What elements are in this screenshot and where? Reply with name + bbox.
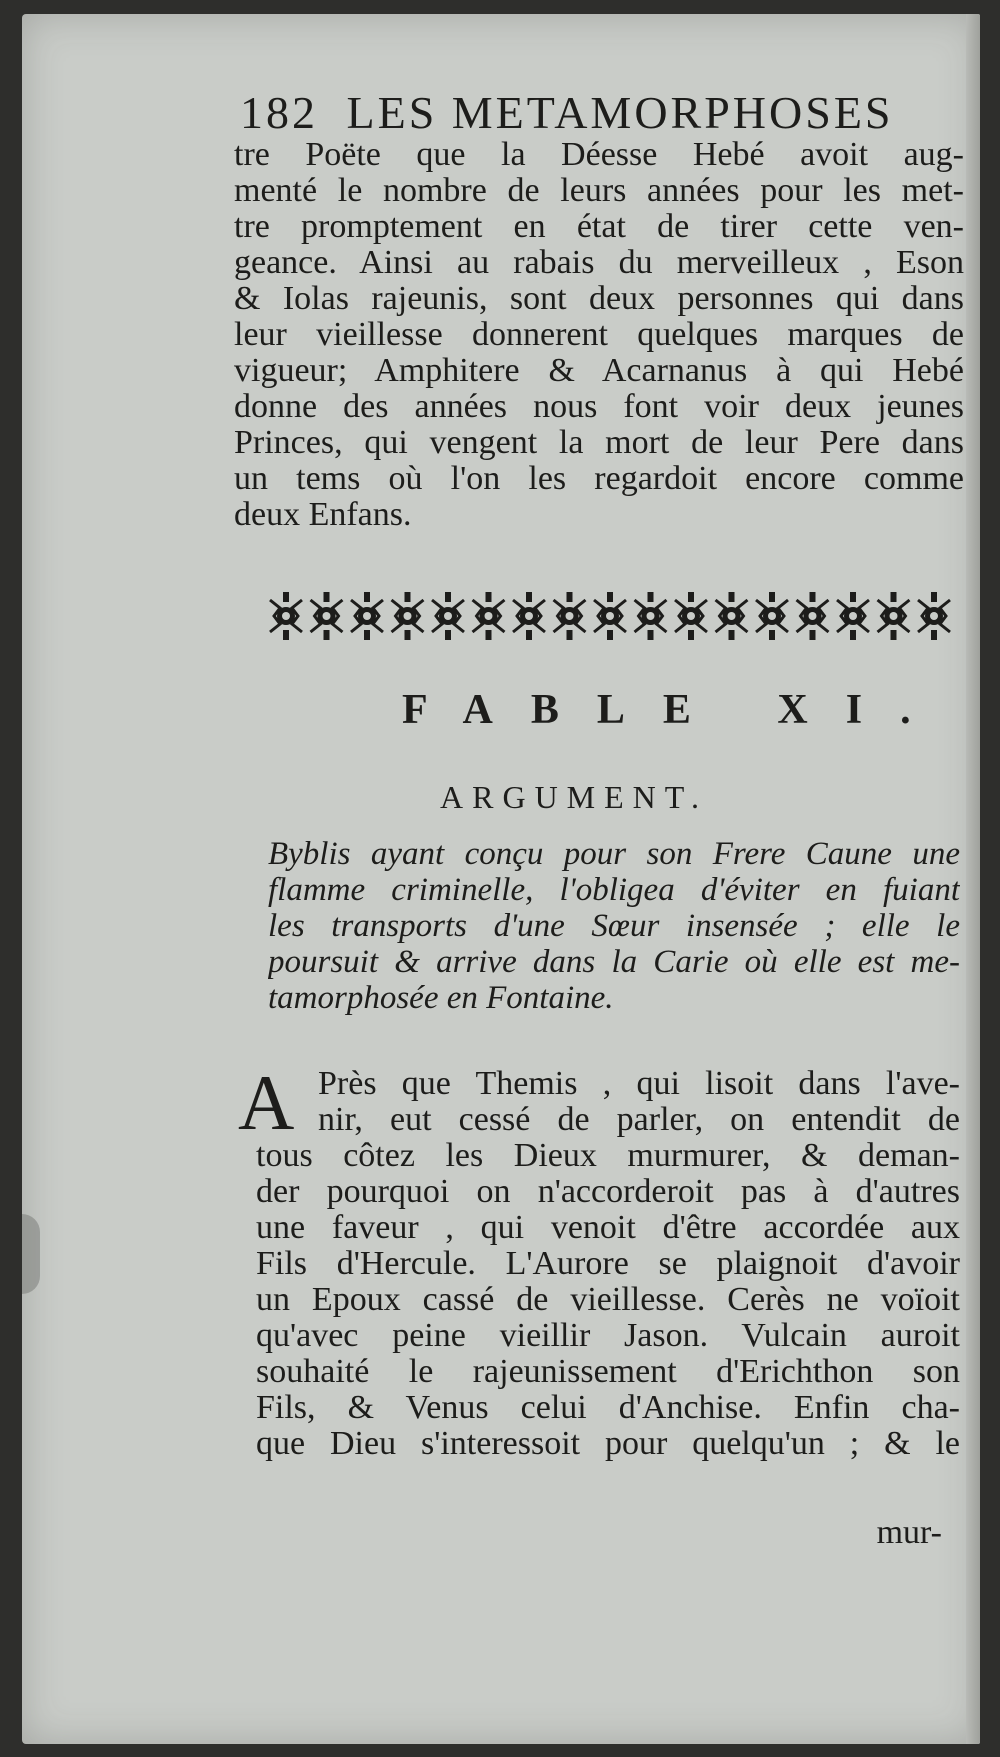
fleuron-icon: [594, 592, 626, 640]
body-line: Fils, & Venus celui d'Anchise. Enfin cha-: [256, 1390, 960, 1426]
fleuron-icon: [392, 592, 424, 640]
running-head: [240, 86, 894, 139]
prose-paragraph: [234, 137, 964, 533]
fleuron-icon: [351, 592, 383, 640]
fleuron-icon: [635, 592, 667, 640]
fleuron-icon: [878, 592, 910, 640]
argument-summary: [268, 836, 960, 1016]
prose-line: tre promptement en état de tirer cette ven-: [234, 209, 964, 245]
binding-clip: [22, 1214, 40, 1294]
body-line: un Epoux cassé de vieillesse. Cerès ne voïoit: [256, 1282, 960, 1318]
body-line: une faveur , qui venoit d'être accordée aux: [256, 1210, 960, 1246]
fleuron-icon: [513, 592, 545, 640]
fleuron-icon: [918, 592, 950, 640]
prose-line: Princes, qui vengent la mort de leur Pere dans: [234, 425, 964, 461]
prose-line: deux Enfans.: [234, 497, 412, 533]
prose-line: vigueur; Amphitere & Acarnanus à qui Hebé: [234, 353, 964, 389]
prose-line: tre Poëte que la Déesse Hebé avoit aug-: [234, 137, 964, 173]
body-line: tous côtez les Dieux murmurer, & deman-: [256, 1138, 960, 1174]
body-line: der pourquoi on n'accorderoit pas à d'autres: [256, 1174, 960, 1210]
argument-line: tamorphosée en Fontaine.: [268, 980, 614, 1016]
prose-line: geance. Ainsi au rabais du merveilleux , Eson: [234, 245, 964, 281]
prose-line: & Iolas rajeunis, sont deux personnes qui dans: [234, 281, 964, 317]
book-page: [22, 14, 980, 1744]
fleuron-icon: [675, 592, 707, 640]
fleuron-ornament-band: [266, 586, 956, 646]
fleuron-icon: [432, 592, 464, 640]
prose-line: leur vieillesse donnerent quelques marques de: [234, 317, 964, 353]
body-line: que Dieu s'interessoit pour quelqu'un ; & le: [256, 1426, 960, 1462]
fleuron-icon: [554, 592, 586, 640]
fleuron-icon: [716, 592, 748, 640]
page-number: 182: [240, 87, 318, 138]
body-line: souhaité le rajeunissement d'Erichthon son: [256, 1354, 960, 1390]
catchword: mur-: [876, 1514, 942, 1551]
page-edge: [966, 14, 980, 1744]
body-line: Près que Themis , qui lisoit dans l'ave-: [318, 1066, 960, 1102]
running-title: LES METAMORPHOSES: [346, 87, 894, 138]
drop-cap: A: [238, 1059, 295, 1146]
fleuron-icon: [270, 592, 302, 640]
prose-line: donne des années nous font voir deux jeunes: [234, 389, 964, 425]
body-line: nir, eut cessé de parler, on entendit de: [318, 1102, 960, 1138]
argument-line: flamme criminelle, l'obligea d'éviter en fuiant: [268, 872, 960, 908]
body-line: qu'avec peine vieillir Jason. Vulcain auroit: [256, 1318, 960, 1354]
fleuron-icon: [756, 592, 788, 640]
body-paragraph: [256, 1066, 960, 1462]
argument-heading: ARGUMENT.: [440, 779, 708, 815]
fleuron-icon: [837, 592, 869, 640]
prose-line: un tems où l'on les regardoit encore comme: [234, 461, 964, 497]
fleuron-icon: [797, 592, 829, 640]
prose-line: menté le nombre de leurs années pour les met-: [234, 173, 964, 209]
fleuron-icon: [473, 592, 505, 640]
argument-line: poursuit & arrive dans la Carie où elle est me-: [268, 944, 960, 980]
argument-line: Byblis ayant conçu pour son Frere Caune une: [268, 836, 960, 872]
fleuron-icon: [311, 592, 343, 640]
body-line: Fils d'Hercule. L'Aurore se plaignoit d'avoir: [256, 1246, 960, 1282]
argument-line: les transports d'une Sœur insensée ; elle le: [268, 908, 960, 944]
fable-title: FABLE XI.: [402, 687, 949, 733]
